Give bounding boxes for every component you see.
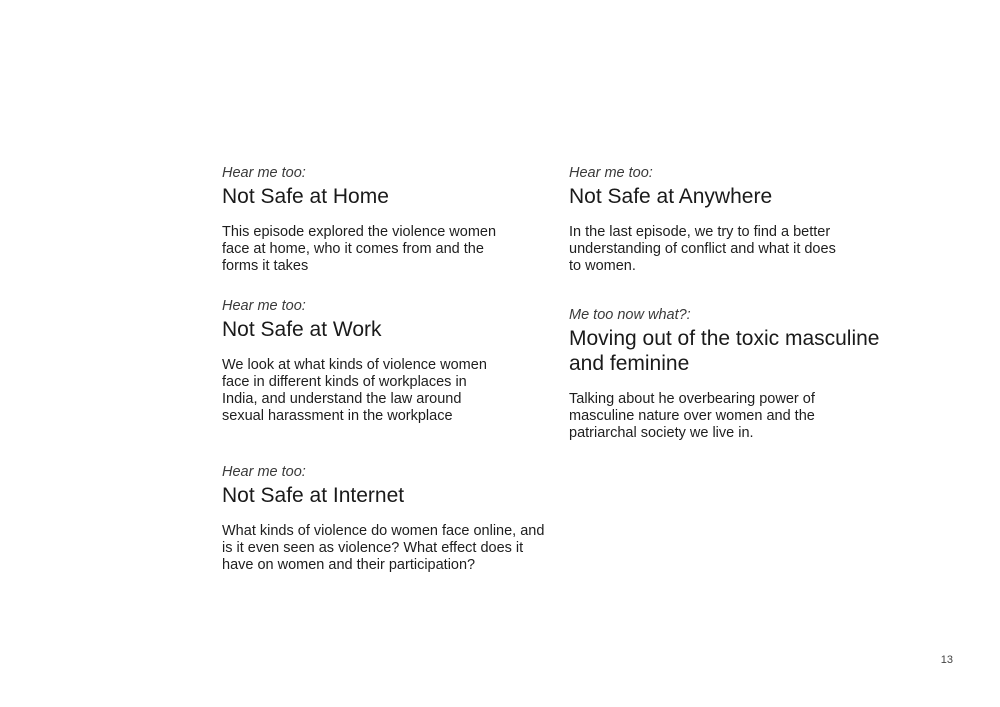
episode-not-safe-at-work (222, 297, 504, 425)
episode-not-safe-at-anywhere (569, 164, 839, 275)
episode-title: Not Safe at Internet (222, 484, 405, 507)
episode-not-safe-at-internet (222, 463, 552, 574)
episode-kicker: Hear me too: (222, 165, 306, 181)
page-number: 13 (940, 654, 953, 666)
episode-description: What kinds of violence do women face online, and is it even seen as violence? What effect does it have on women and their participation? (222, 523, 545, 573)
episode-kicker: Hear me too: (222, 464, 306, 480)
episode-description: This episode explored the violence women face at home, who it comes from and the forms it takes (222, 224, 497, 274)
episode-moving-out-of-toxic (569, 306, 899, 442)
episode-description: In the last episode, we try to find a better understanding of conflict and what it does to women. (569, 224, 836, 274)
episode-title: Not Safe at Anywhere (569, 185, 773, 208)
episode-kicker: Me too now what?: (569, 307, 691, 323)
episode-description: Talking about he overbearing power of masculine nature over women and the patriarchal society we live in. (569, 391, 815, 441)
episode-kicker: Hear me too: (222, 298, 306, 314)
episode-description: We look at what kinds of violence women face in different kinds of workplaces in India, and understand the law around sexual harassment in the workplace (222, 357, 487, 424)
episode-title: Moving out of the toxic masculine and feminine (569, 327, 880, 375)
episode-title: Not Safe at Work (222, 318, 382, 341)
episode-kicker: Hear me too: (569, 165, 653, 181)
episode-not-safe-at-home (222, 164, 502, 275)
episode-title: Not Safe at Home (222, 185, 389, 208)
